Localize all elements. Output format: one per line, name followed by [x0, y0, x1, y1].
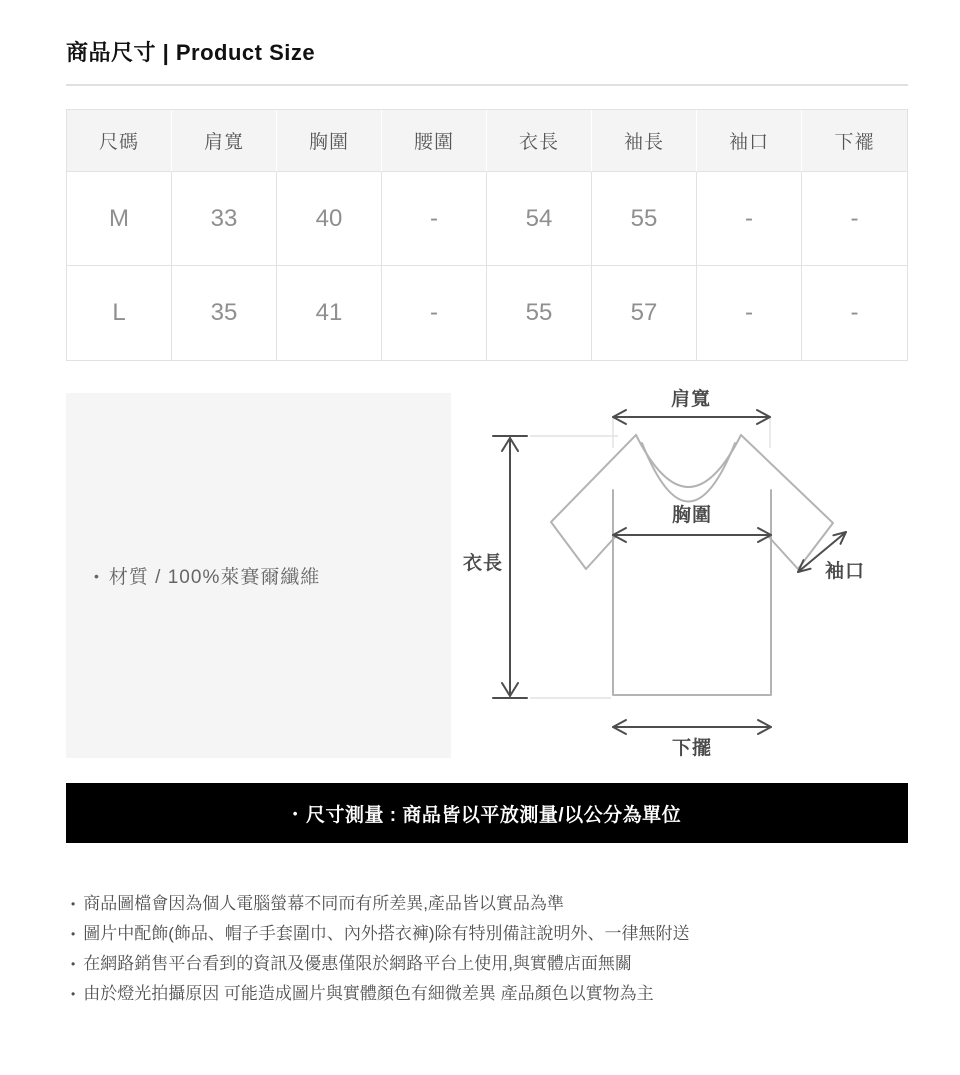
cell-shoulder: 35: [172, 266, 277, 360]
table-row-m: [67, 172, 907, 266]
hem-arrow: [613, 720, 771, 734]
chest-label: 胸圍: [671, 505, 713, 526]
cell-cuff: -: [697, 266, 802, 360]
col-header-sleeve-length: 袖長: [592, 110, 697, 172]
bullet-icon: •: [71, 987, 76, 1001]
table-row-l: [67, 266, 907, 360]
shoulder-label: 肩寬: [670, 389, 712, 410]
cell-hem: -: [802, 266, 907, 360]
col-header-cuff: 袖口: [697, 110, 802, 172]
size-table: [66, 109, 908, 361]
product-size-page: [66, 0, 908, 1009]
col-header-shoulder: 肩寬: [172, 110, 277, 172]
cell-waist: -: [382, 266, 487, 360]
hem-label: 下擺: [671, 738, 713, 759]
list-item: [66, 919, 908, 949]
cell-waist: -: [382, 172, 487, 266]
cell-shoulder: 33: [172, 172, 277, 266]
cell-sleeve-length: 55: [592, 172, 697, 266]
list-item: [66, 979, 908, 1009]
cell-size: L: [67, 266, 172, 360]
cell-size: M: [67, 172, 172, 266]
size-diagram: [458, 388, 908, 773]
measurement-banner: [66, 783, 908, 843]
col-header-chest: 胸圍: [277, 110, 382, 172]
bullet-icon: •: [71, 927, 76, 941]
cell-hem: -: [802, 172, 907, 266]
title-divider: [66, 84, 908, 86]
bullet-icon: •: [71, 957, 76, 971]
material-line: [66, 562, 320, 589]
list-item: [66, 889, 908, 919]
size-table-header: [67, 110, 907, 172]
notes-list: [66, 889, 908, 1009]
col-header-length: 衣長: [487, 110, 592, 172]
measure-arrows: [493, 410, 846, 734]
banner-text: 尺寸測量 : 商品皆以平放測量/以公分為單位: [305, 804, 682, 826]
chest-arrow: [613, 528, 771, 542]
bullet-icon: •: [94, 568, 100, 584]
cell-length: 54: [487, 172, 592, 266]
material-text: 材質 / 100%萊賽爾纖維: [108, 567, 321, 588]
material-and-diagram-row: [66, 389, 908, 773]
col-header-hem: 下襬: [802, 110, 907, 172]
bullet-icon: •: [292, 805, 298, 821]
cell-length: 55: [487, 266, 592, 360]
cell-sleeve-length: 57: [592, 266, 697, 360]
page-title: 商品尺寸 | Product Size: [66, 40, 316, 65]
cell-cuff: -: [697, 172, 802, 266]
list-item: [66, 949, 908, 979]
cuff-label: 袖口: [824, 561, 866, 582]
note-text: 在網路銷售平台看到的資訊及優惠僅限於網路平台上使用,與實體店面無關: [83, 954, 632, 973]
tshirt-outline: [551, 435, 833, 695]
cell-chest: 41: [277, 266, 382, 360]
bullet-icon: •: [71, 897, 76, 911]
tshirt-measurement-diagram: [458, 388, 908, 773]
note-text: 由於燈光拍攝原因 可能造成圖片與實體顏色有細微差異 產品顏色以實物為主: [83, 984, 654, 1003]
material-box: [66, 393, 451, 758]
col-header-waist: 腰圍: [382, 110, 487, 172]
col-header-size: 尺碼: [67, 110, 172, 172]
cell-chest: 40: [277, 172, 382, 266]
note-text: 圖片中配飾(飾品、帽子手套圍巾、內外搭衣褲)除有特別備註說明外、一律無附送: [83, 924, 690, 943]
length-label: 衣長: [462, 553, 504, 574]
shoulder-arrow: [613, 410, 770, 424]
note-text: 商品圖檔會因為個人電腦螢幕不同而有所差異,產品皆以實品為準: [83, 894, 564, 913]
